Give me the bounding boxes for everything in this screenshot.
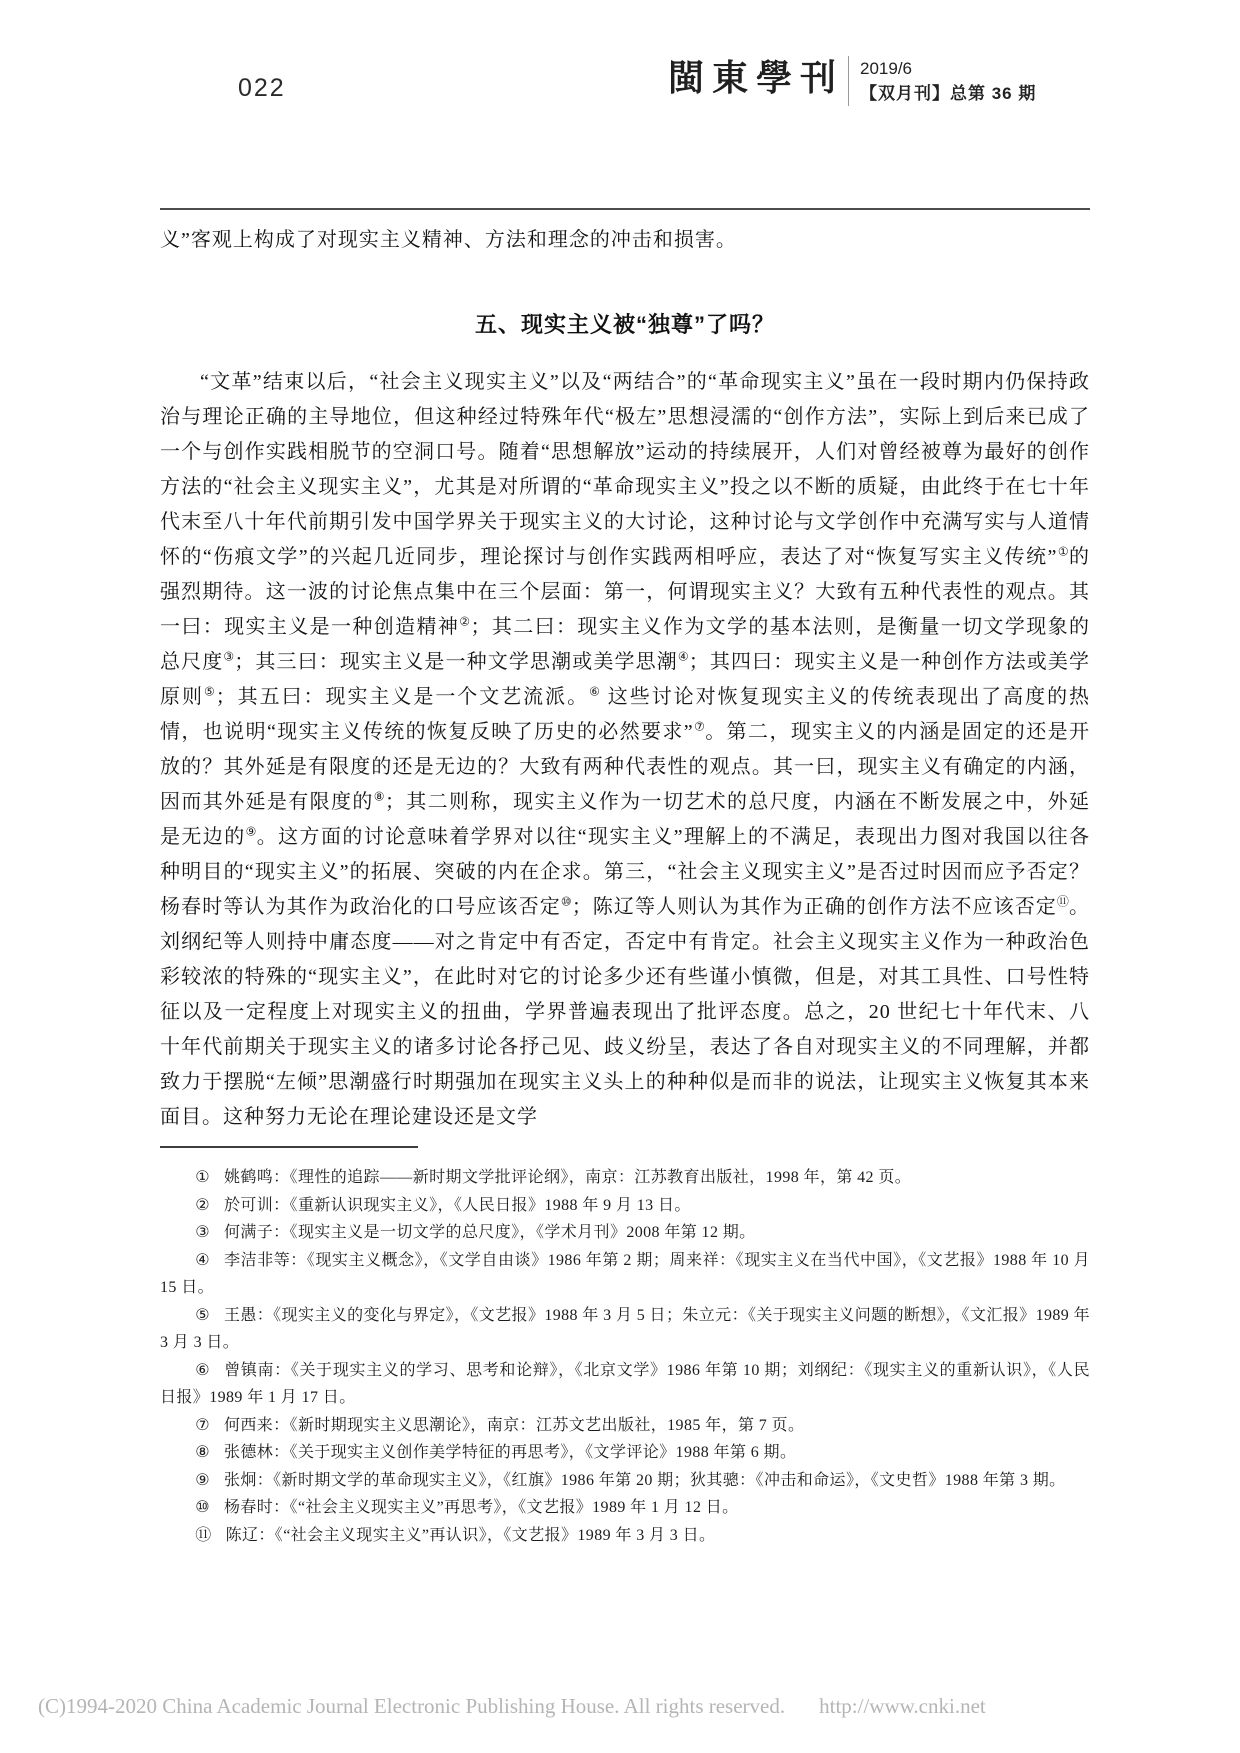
footnote-3-marker: ③ xyxy=(195,1224,210,1241)
issue-year-number: 2019/6 xyxy=(860,59,912,78)
footnote-9-text: 张炯：《新时期文学的革命现实主义》，《红旗》1986 年第 20 期；狄其骢：《冲击和命运》，《文史哲》1988 年第 3 期。 xyxy=(223,1471,1066,1489)
footnote-7-text: 何西来：《新时期现实主义思潮论》，南京：江苏文艺出版社，1985 年，第 7 页。 xyxy=(223,1416,805,1434)
footnote-6-text: 曾镇南：《关于现实主义的学习、思考和论辩》，《北京文学》1986 年第 10 期；刘纲纪：《现实主义的重新认识》，《人民日报》1989 年 1 月 17 日。 xyxy=(160,1361,1090,1406)
footnote-11-marker: ⑪ xyxy=(195,1526,212,1544)
footnote-4-marker: ④ xyxy=(195,1251,211,1269)
footnote-1 xyxy=(160,1164,1090,1192)
footnote-5-text: 王愚：《现实主义的变化与界定》，《文艺报》1988 年 3 月 5 日；朱立元：《关于现实主义问题的断想》，《文汇报》1989 年 3 月 3 日。 xyxy=(160,1306,1090,1351)
footnote-1-text: 姚鹤鸣：《理性的追踪——新时期文学批评论纲》，南京：江苏教育出版社，1998 年，第 42 页。 xyxy=(223,1169,912,1186)
page-number: 022 xyxy=(238,74,286,102)
footnote-8-marker: ⑧ xyxy=(195,1444,210,1461)
footnote-7 xyxy=(160,1412,1090,1440)
footnote-7-marker: ⑦ xyxy=(195,1416,210,1434)
footnote-2-text: 於可训：《重新认识现实主义》，《人民日报》1988 年 9 月 13 日。 xyxy=(223,1196,691,1214)
footnote-separator-rule xyxy=(160,1146,418,1148)
footnote-2-marker: ② xyxy=(195,1196,210,1214)
footnote-8 xyxy=(160,1439,1090,1467)
footnote-11 xyxy=(160,1522,1090,1550)
footnote-10 xyxy=(160,1494,1090,1522)
journal-title-logo: 閩東學刊 xyxy=(668,58,845,98)
footnote-5 xyxy=(160,1302,1090,1357)
carryover-paragraph: 义”客观上构成了对现实主义精神、方法和理念的冲击和损害。 xyxy=(160,229,737,251)
header-vertical-divider xyxy=(848,56,849,106)
footnote-10-marker: ⑩ xyxy=(195,1499,210,1516)
cnki-watermark xyxy=(38,1694,1198,1719)
footnote-10-text: 杨春时：《“社会主义现实主义”再思考》，《文艺报》1989 年 1 月 12 日。 xyxy=(223,1499,739,1516)
footnote-3-text: 何满子：《现实主义是一切文学的总尺度》，《学术月刊》2008 年第 12 期。 xyxy=(223,1224,756,1241)
issue-info xyxy=(860,56,1036,106)
footnote-5-marker: ⑤ xyxy=(195,1306,210,1324)
article-body xyxy=(160,226,1090,1135)
header-horizontal-rule xyxy=(160,208,1090,210)
footnotes-section xyxy=(160,1146,1090,1549)
footnote-2 xyxy=(160,1192,1090,1220)
cnki-url: http://www.cnki.net xyxy=(819,1694,986,1718)
footnote-6-marker: ⑥ xyxy=(195,1361,211,1379)
main-paragraph: “文革”结束以后，“社会主义现实主义”以及“两结合”的“革命现实主义”虽在一段时期内仍保持政治与理论正确的主导地位，但这种经过特殊年代“极左”思想浸濡的“创作方法”，实际上到后来已成了一个与创作实践相脱节的空洞口号。随着“思想解放”运动的持续展开，人们对曾经被尊为最好的创作方法的“社会主义现实主义”，尤其是对所谓的“革命现实主义”投之以不断的质疑，由此终于在七十年代末至八十年代前期引发中国学界关于现实主义的大讨论，这种讨论与文学创作中充满写实与人道情怀的“伤痕文学”的兴起几近同步，理论探讨与创作实践两相呼应，表达了对“恢复写实主义传统”①的强烈期待。这一波的讨论焦点集中在三个层面：第一，何谓现实主义？大致有五种代表性的观点。其一曰：现实主义是一种创造精神②；其二曰：现实主义作为文学的基本法则，是衡量一切文学现象的总尺度③；其三曰：现实主义是一种文学思潮或美学思潮④；其四曰：现实主义是一种创作方法或美学原则⑤；其五曰：现实主义是一个文艺流派。⑥ 这些讨论对恢复现实主义的传统表现出了高度的热情，也说明“现实主义传统的恢复反映了历史的必然要求”⑦。第二，现实主义的内涵是固定的还是开放的？其外延是有限度的还是无边的？大致有两种代表性的观点。其一曰，现实主义有确定的内涵，因而其外延是有限度的⑧；其二则称，现实主义作为一切艺术的总尺度，内涵在不断发展之中，外延是无边的⑨。这方面的讨论意味着学界对以往“现实主义”理解上的不满足，表现出力图对我国以往各种明目的“现实主义”的拓展、突破的内在企求。第三，“社会主义现实主义”是否过时因而应予否定？杨春时等认为其作为政治化的口号应该否定⑩；陈辽等人则认为其作为正确的创作方法不应该否定⑪。刘纲纪等人则持中庸态度——对之肯定中有否定，否定中有肯定。社会主义现实主义作为一种政治色彩较浓的特殊的“现实主义”，在此时对它的讨论多少还有些谨小慎微，但是，对其工具性、口号性特征以及一定程度上对现实主义的扭曲，学界普遍表现出了批评态度。总之，20 世纪七十年代末、八十年代前期关于现实主义的诸多讨论各抒己见、歧义纷呈，表达了各自对现实主义的不同理解，并都致力于摆脱“左倾”思潮盛行时期强加在现实主义头上的种种似是而非的说法，让现实主义恢复其本来面目。这种努力无论在理论建设还是文学 xyxy=(160,371,1091,1128)
footnote-4 xyxy=(160,1247,1090,1302)
footnote-6 xyxy=(160,1357,1090,1412)
footnote-1-marker: ① xyxy=(195,1169,210,1186)
copyright-text: (C)1994-2020 China Academic Journal Electronic Publishing House. All rights reserved. xyxy=(38,1694,786,1718)
footnote-3 xyxy=(160,1219,1090,1247)
footnote-8-text: 张德林：《关于现实主义创作美学特征的再思考》，《文学评论》1988 年第 6 期。 xyxy=(223,1444,797,1461)
footnote-9-marker: ⑨ xyxy=(195,1471,210,1489)
footnote-9 xyxy=(160,1467,1090,1495)
footnote-4-text: 李洁非等：《现实主义概念》，《文学自由谈》1986 年第 2 期；周来祥：《现实主义在当代中国》，《文艺报》1988 年 10 月 15 日。 xyxy=(160,1251,1090,1296)
issue-volume: 【双月刊】总第 36 期 xyxy=(860,84,1037,103)
section-heading: 五、现实主义被“独尊”了吗？ xyxy=(474,312,775,337)
footnote-11-text: 陈辽：《“社会主义现实主义”再认识》，《文艺报》1989 年 3 月 3 日。 xyxy=(225,1526,716,1544)
